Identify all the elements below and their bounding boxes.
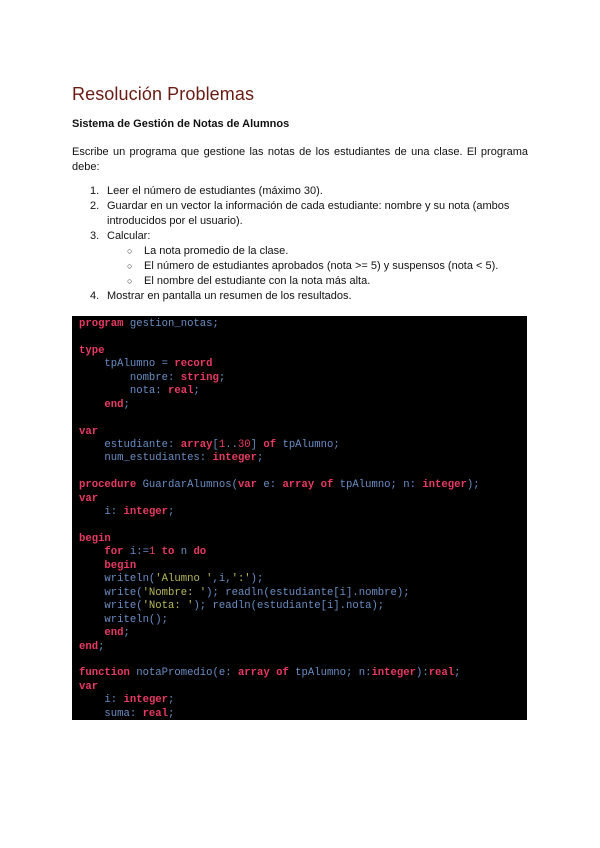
substep-item-3: [109, 274, 528, 289]
circle-bullet-icon: ○: [127, 261, 133, 271]
code-token: integer: [123, 506, 169, 519]
code-token: ;: [257, 452, 264, 465]
code-token: end: [79, 398, 124, 411]
code-line: [79, 318, 521, 331]
code-token: tpAlumno; n:: [333, 479, 423, 492]
code-token: ;: [168, 694, 175, 707]
code-token: real: [168, 385, 194, 398]
code-token: ;: [123, 627, 130, 640]
code-line: [79, 372, 521, 385]
code-token: real: [428, 667, 455, 680]
substep-text: El nombre del estudiante con la nota más alta.: [144, 275, 371, 287]
code-token: to: [155, 546, 181, 559]
code-line: [79, 694, 521, 707]
code-token: type: [79, 344, 105, 357]
substeps-list: [72, 244, 528, 289]
code-token: var: [79, 492, 99, 505]
step-number: 1.: [90, 185, 100, 197]
code-token: estudiante:: [79, 438, 181, 451]
code-line: [79, 587, 521, 600]
circle-bullet-icon: ○: [127, 276, 133, 286]
circle-bullet-icon: ○: [127, 246, 133, 256]
code-line: [79, 708, 521, 720]
code-token: program: [79, 318, 130, 330]
code-line: [79, 439, 521, 452]
code-token: var: [79, 680, 99, 693]
code-line: [79, 466, 521, 479]
step-item-2: [72, 199, 528, 229]
code-line: [79, 412, 521, 425]
code-line: [79, 560, 521, 573]
code-token: 'Nombre: ': [142, 586, 207, 599]
code-token: 'Alumno ': [155, 573, 213, 586]
code-token: 1: [148, 546, 156, 559]
intro-paragraph: Escribe un programa que gestione las notas de los estudiantes de una clase. El programa debe:: [72, 146, 528, 173]
step-text: Calcular:: [107, 230, 151, 242]
substeps-container: [72, 244, 528, 289]
code-token: function: [79, 667, 137, 680]
code-token: ); readln(estudiante[i].nombre);: [206, 586, 410, 599]
code-token: ,i,: [212, 573, 232, 586]
code-line: [79, 546, 521, 559]
page-title: Resolución Problemas: [72, 84, 255, 104]
code-token: ;: [168, 506, 175, 519]
code-token: of: [263, 438, 277, 451]
code-line: [79, 681, 521, 694]
code-token: do: [193, 546, 207, 559]
code-line: [79, 399, 521, 412]
code-line: [79, 345, 521, 358]
code-token: num_estudiantes:: [79, 452, 213, 465]
code-token: nota:: [79, 385, 169, 398]
code-token: begin: [79, 533, 111, 545]
code-token: for: [79, 546, 130, 559]
code-token: i:: [79, 694, 124, 707]
code-token: var: [79, 425, 99, 438]
code-token: ;: [168, 707, 175, 720]
code-token: 30: [237, 438, 251, 451]
code-token: writeln(: [79, 573, 156, 586]
step-number: 2.: [90, 200, 100, 212]
code-token: integer: [371, 667, 416, 680]
step-item-4: [72, 289, 528, 304]
substep-text: La nota promedio de la clase.: [144, 245, 289, 257]
code-line: [79, 426, 521, 439]
steps-list: [72, 184, 528, 304]
step-item-1: [72, 184, 528, 199]
code-token: 'Nota: ': [142, 600, 194, 613]
substep-item-1: [109, 244, 528, 259]
code-line: [79, 331, 521, 344]
code-line: [79, 654, 521, 667]
code-line: [79, 641, 521, 654]
code-token: nombre:: [79, 371, 181, 384]
substep-item-2: [109, 259, 528, 274]
code-token: ;: [193, 385, 200, 398]
code-token: ..: [225, 438, 238, 451]
code-token: );: [466, 479, 480, 492]
step-text: Leer el número de estudiantes (máximo 30).: [107, 185, 323, 197]
code-line: [79, 479, 521, 492]
code-token: string: [180, 371, 219, 384]
code-token: );: [250, 573, 264, 586]
code-token: [: [212, 438, 219, 451]
code-line: [79, 385, 521, 398]
code-token: 1: [218, 438, 226, 451]
code-line: [79, 533, 521, 546]
code-line: [79, 452, 521, 465]
code-line: [79, 667, 521, 680]
step-text: Guardar en un vector la información de cada estudiante: nombre y su nota (ambos introducidos por el usuario).: [107, 200, 510, 227]
code-token: real: [142, 707, 169, 720]
code-line: [79, 600, 521, 613]
code-token: record: [174, 358, 213, 371]
code-token: tpAlumno; n:: [288, 667, 372, 680]
substep-text: El número de estudiantes aprobados (nota >= 5) y suspensos (nota < 5).: [144, 260, 499, 272]
step-number: 3.: [90, 230, 100, 242]
code-token: array of: [282, 479, 334, 492]
code-token: tpAlumno;: [276, 438, 340, 451]
code-token: end: [79, 640, 99, 653]
code-token: ); readln(estudiante[i].nota);: [193, 600, 385, 613]
code-line: [79, 614, 521, 627]
code-token: gestion_notas;: [129, 318, 219, 330]
step-item-3: [72, 229, 528, 244]
code-line: [79, 506, 521, 519]
code-token: e:: [257, 479, 283, 492]
code-token: suma:: [79, 707, 143, 720]
code-token: procedure: [79, 479, 143, 492]
code-token: notaPromedio(e:: [136, 667, 238, 680]
code-token: write(: [79, 586, 143, 599]
code-token: end: [79, 627, 124, 640]
code-token: begin: [79, 559, 137, 572]
code-token: integer: [123, 694, 169, 707]
code-line: [79, 358, 521, 371]
step-number: 4.: [90, 290, 100, 302]
code-token: tpAlumno =: [79, 358, 175, 371]
code-token: ):: [415, 667, 429, 680]
code-token: var: [237, 479, 258, 492]
code-token: ;: [98, 640, 105, 653]
code-token: ':': [231, 573, 251, 586]
code-token: n: [180, 546, 194, 559]
code-line: [79, 493, 521, 506]
code-token: integer: [422, 479, 467, 492]
code-token: ;: [123, 398, 130, 411]
code-token: writeln();: [79, 613, 169, 626]
code-token: array of: [237, 667, 289, 680]
code-token: ;: [454, 667, 461, 680]
step-text: Mostrar en pantalla un resumen de los resultados.: [107, 290, 352, 302]
code-line: [79, 627, 521, 640]
code-token: write(: [79, 600, 143, 613]
code-token: integer: [212, 452, 258, 465]
code-token: ]: [250, 438, 264, 451]
section-subtitle: Sistema de Gestión de Notas de Alumnos: [72, 118, 290, 130]
code-token: GuardarAlumnos(: [142, 479, 238, 492]
code-token: i:=: [129, 546, 149, 559]
code-token: i:: [79, 506, 124, 519]
code-token: array: [180, 438, 213, 451]
code-block: [72, 316, 527, 720]
code-token: ;: [218, 371, 226, 384]
code-line: [79, 520, 521, 533]
code-line: [79, 573, 521, 586]
